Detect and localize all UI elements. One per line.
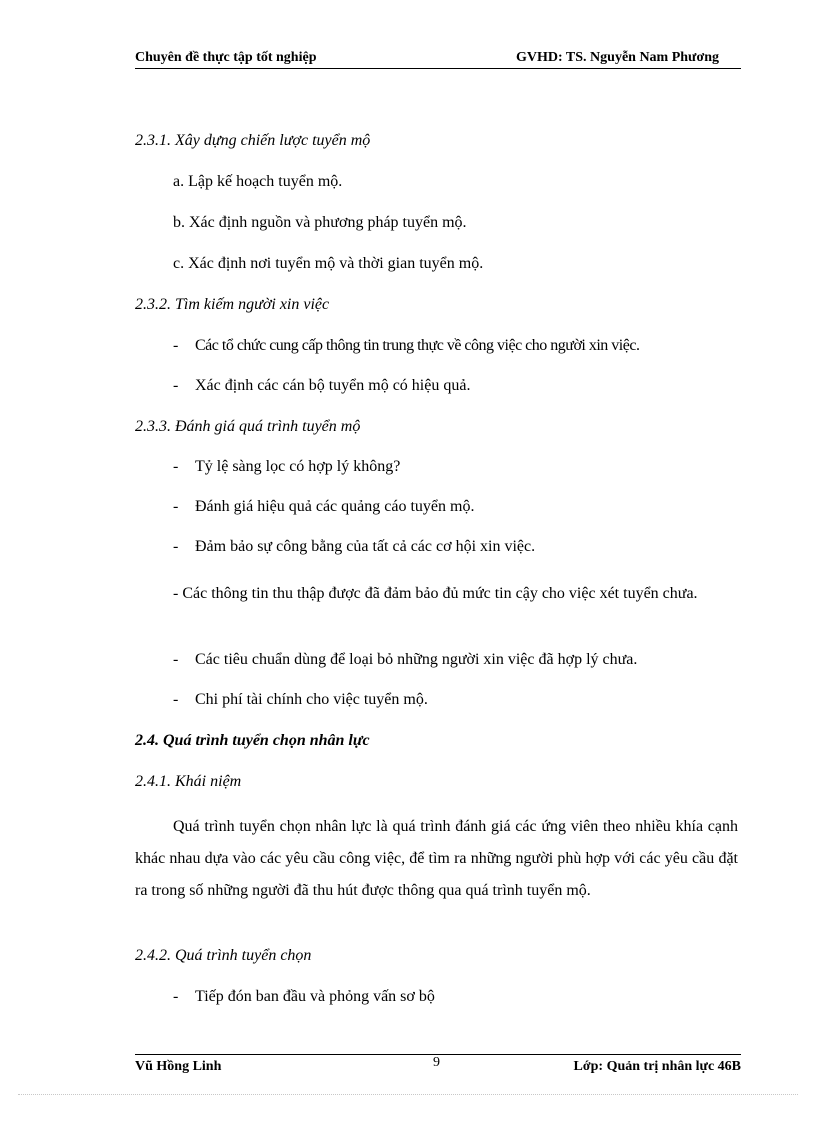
page-bottom-divider: [18, 1094, 798, 1095]
bullet-text: Tiếp đón ban đầu và phỏng vấn sơ bộ: [195, 988, 435, 1005]
bullet-text: Đảm bảo sự công bằng của tất cả các cơ hội xin việc.: [195, 538, 536, 555]
bullet-dash: -: [173, 377, 179, 394]
bullet-text: Đánh giá hiệu quả các quảng cáo tuyển mộ.: [195, 498, 475, 515]
bullet-item: [173, 650, 637, 670]
bullet-text: Các tổ chức cung cấp thông tin trung thực về công việc cho người xin việc.: [195, 337, 640, 354]
page-number: 9: [433, 1055, 440, 1070]
bullet-item: [173, 457, 400, 477]
bullet-item: [173, 336, 639, 356]
bullet-dash: -: [173, 337, 179, 354]
header-supervisor: GVHD: TS. Nguyễn Nam Phương: [516, 50, 719, 65]
bullet-item: [173, 497, 474, 517]
bullet-item: [173, 376, 470, 396]
list-item: c. Xác định nơi tuyển mộ và thời gian tuyển mộ.: [173, 255, 484, 272]
section-heading-2-3-1: 2.3.1. Xây dựng chiến lược tuyển mộ: [135, 132, 371, 149]
bullet-text: Tỷ lệ sàng lọc có hợp lý không?: [195, 458, 401, 475]
bullet-dash: -: [173, 458, 179, 475]
bullet-dash: -: [173, 538, 179, 555]
bullet-item: [173, 690, 428, 710]
header-title: Chuyên đề thực tập tốt nghiệp: [135, 50, 317, 65]
section-heading-2-3-3: 2.3.3. Đánh giá quá trình tuyển mộ: [135, 418, 361, 435]
section-heading-2-4: 2.4. Quá trình tuyển chọn nhân lực: [135, 732, 370, 749]
bullet-dash: -: [173, 988, 179, 1005]
footer-author: Vũ Hồng Linh: [135, 1059, 222, 1074]
section-heading-2-4-2: 2.4.2. Quá trình tuyển chọn: [135, 947, 312, 964]
section-heading-2-4-1: 2.4.1. Khái niệm: [135, 773, 242, 790]
bullet-text: Chi phí tài chính cho việc tuyển mộ.: [195, 691, 428, 708]
page-footer: [135, 1054, 741, 1075]
definition-paragraph: Quá trình tuyển chọn nhân lực là quá trình đánh giá các ứng viên theo nhiều khía cạnh khác nhau dựa vào các yêu cầu công việc, để tìm ra những người phù hợp với các yêu cầu đặt ra trong số những người đã thu hút được thông qua quá trình tuyển mộ.: [135, 818, 738, 899]
bullet-dash: -: [173, 651, 179, 668]
bullet-dash: -: [173, 498, 179, 515]
bullet-item: [173, 987, 435, 1007]
bullet-dash: -: [173, 691, 179, 708]
section-heading-2-3-2: 2.3.2. Tìm kiếm người xin việc: [135, 296, 330, 313]
footer-class: Lớp: Quản trị nhân lực 46B: [573, 1059, 741, 1074]
page-header: [135, 50, 741, 69]
bullet-text: Các tiêu chuẩn dùng để loại bỏ những người xin việc đã hợp lý chưa.: [195, 651, 638, 668]
bullet-item: [173, 537, 535, 557]
list-item: b. Xác định nguồn và phương pháp tuyển mộ.: [173, 214, 467, 231]
bullet-paragraph: - Các thông tin thu thập được đã đảm bảo đủ mức tin cậy cho việc xét tuyển chưa.: [173, 585, 698, 602]
list-item: a. Lập kế hoạch tuyển mộ.: [173, 173, 343, 190]
bullet-text: Xác định các cán bộ tuyển mộ có hiệu quả.: [195, 377, 471, 394]
